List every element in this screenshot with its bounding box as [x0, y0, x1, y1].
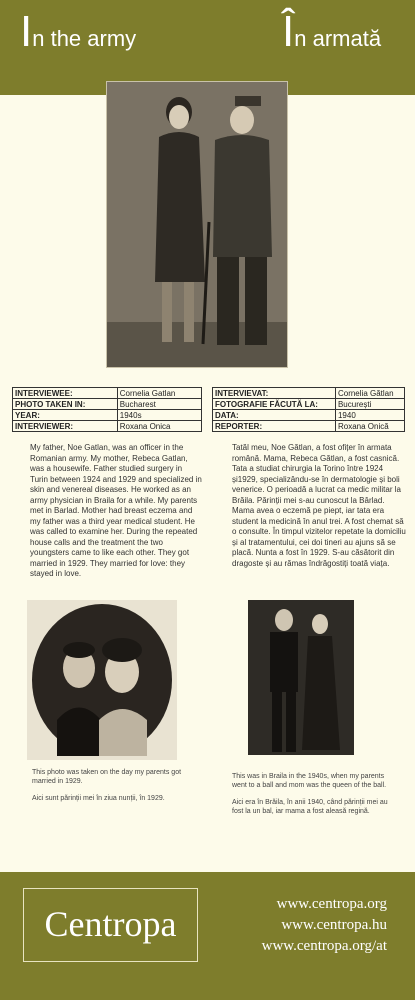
wedding-photo-illustration	[27, 600, 177, 760]
table-row	[13, 410, 202, 421]
info-value: Roxana Onica	[117, 421, 201, 432]
logo-text: Centropa	[44, 904, 177, 944]
table-row	[213, 399, 405, 410]
title-english-initial: I	[20, 7, 33, 56]
table-row	[213, 410, 405, 421]
url-link[interactable]: www.centropa.org	[276, 896, 387, 912]
caption-romanian: Aici era în Brăila, în anii 1940, când părinții mei au fost la un bal, iar mama a fost aleasă regină.	[232, 799, 388, 815]
table-row	[13, 399, 202, 410]
caption-english: This photo was taken on the day my parents got married in 1929.	[32, 769, 182, 785]
caption-romanian: Aici sunt părinții mei în ziua nunții, în 1929.	[32, 795, 165, 802]
caption-ball	[232, 772, 392, 816]
ball-photo-illustration	[248, 600, 354, 755]
table-row	[213, 388, 405, 399]
info-label: DATA:	[213, 410, 336, 421]
story-text-english: My father, Noe Gatlan, was an officer in the Romanian army. My mother, Rebeca Gatlan, was a housewife. Father studied surgery in Turin between 1924 and 1929 and specialized in skin and venereal diseases. He worked as an army physician in Braila for a while. My parents met in Barlad. Mother had breast eczema and my father was a third year medical student. He was called to examine her. During the repeated house calls and the treatment the two youngsters came to like each other. They got married in 1929. They married for love: they stayed in love.	[30, 443, 202, 578]
info-value: Roxana Onică	[335, 421, 404, 432]
url-link[interactable]: www.centropa.hu	[281, 917, 387, 933]
info-value: 1940	[335, 410, 404, 421]
title-english	[20, 7, 137, 56]
main-photo-couple-in-uniform	[107, 82, 287, 367]
ball-photo	[248, 600, 354, 755]
title-english-rest: n the army	[32, 26, 137, 51]
info-label: REPORTER:	[213, 421, 336, 432]
info-label: INTERVIEWEE:	[13, 388, 118, 399]
info-value: Bucharest	[117, 399, 201, 410]
info-value: 1940s	[117, 410, 201, 421]
wedding-photo	[27, 600, 177, 760]
info-label: INTERVIEVAT:	[213, 388, 336, 399]
table-row	[213, 421, 405, 432]
info-label: INTERVIEWER:	[13, 421, 118, 432]
title-romanian-initial: Î	[282, 7, 295, 56]
caption-english: This was in Braila in the 1940s, when my parents went to a ball and mom was the queen of the ball.	[232, 773, 387, 789]
main-photo-illustration	[107, 82, 287, 367]
title-romanian	[282, 7, 382, 56]
info-table-english	[12, 387, 202, 432]
info-table-romanian	[212, 387, 405, 432]
info-label: FOTOGRAFIE FĂCUTĂ LA:	[213, 399, 336, 410]
caption-wedding	[32, 768, 182, 803]
info-value: Cornelia Gatlan	[117, 388, 201, 399]
info-value: Cornelia Gătlan	[335, 388, 404, 399]
centropa-logo	[23, 888, 198, 962]
table-row	[13, 388, 202, 399]
story-text-romanian: Tatăl meu, Noe Gătlan, a fost ofițer în armata română. Mama, Rebeca Gătlan, a fost casnică. Tata a studiat chirurgia la Torino între 1924 și1929, specializându-se în dermatologie și boli venerice. O perioadă a lucrat ca medic militar la Brăila. Părinții mei s-au cunoscut la Bârlad. Mama avea o eczemă pe piept, iar tata era student la medicină în anul trei. A fost chemat să o consulte. În timpul vizitelor repetate la domiciliu și al tratamentului, cei doi tineri au ajuns să se placă. Nunta a fost în 1929. S-au căsătorit din dragoste și au rămas îndrăgostiți toată viața.	[232, 443, 406, 568]
info-label: YEAR:	[13, 410, 118, 421]
info-value: București	[335, 399, 404, 410]
info-label: PHOTO TAKEN IN:	[13, 399, 118, 410]
table-row	[13, 421, 202, 432]
url-link[interactable]: www.centropa.org/at	[261, 938, 387, 954]
title-romanian-rest: n armată	[294, 26, 382, 51]
